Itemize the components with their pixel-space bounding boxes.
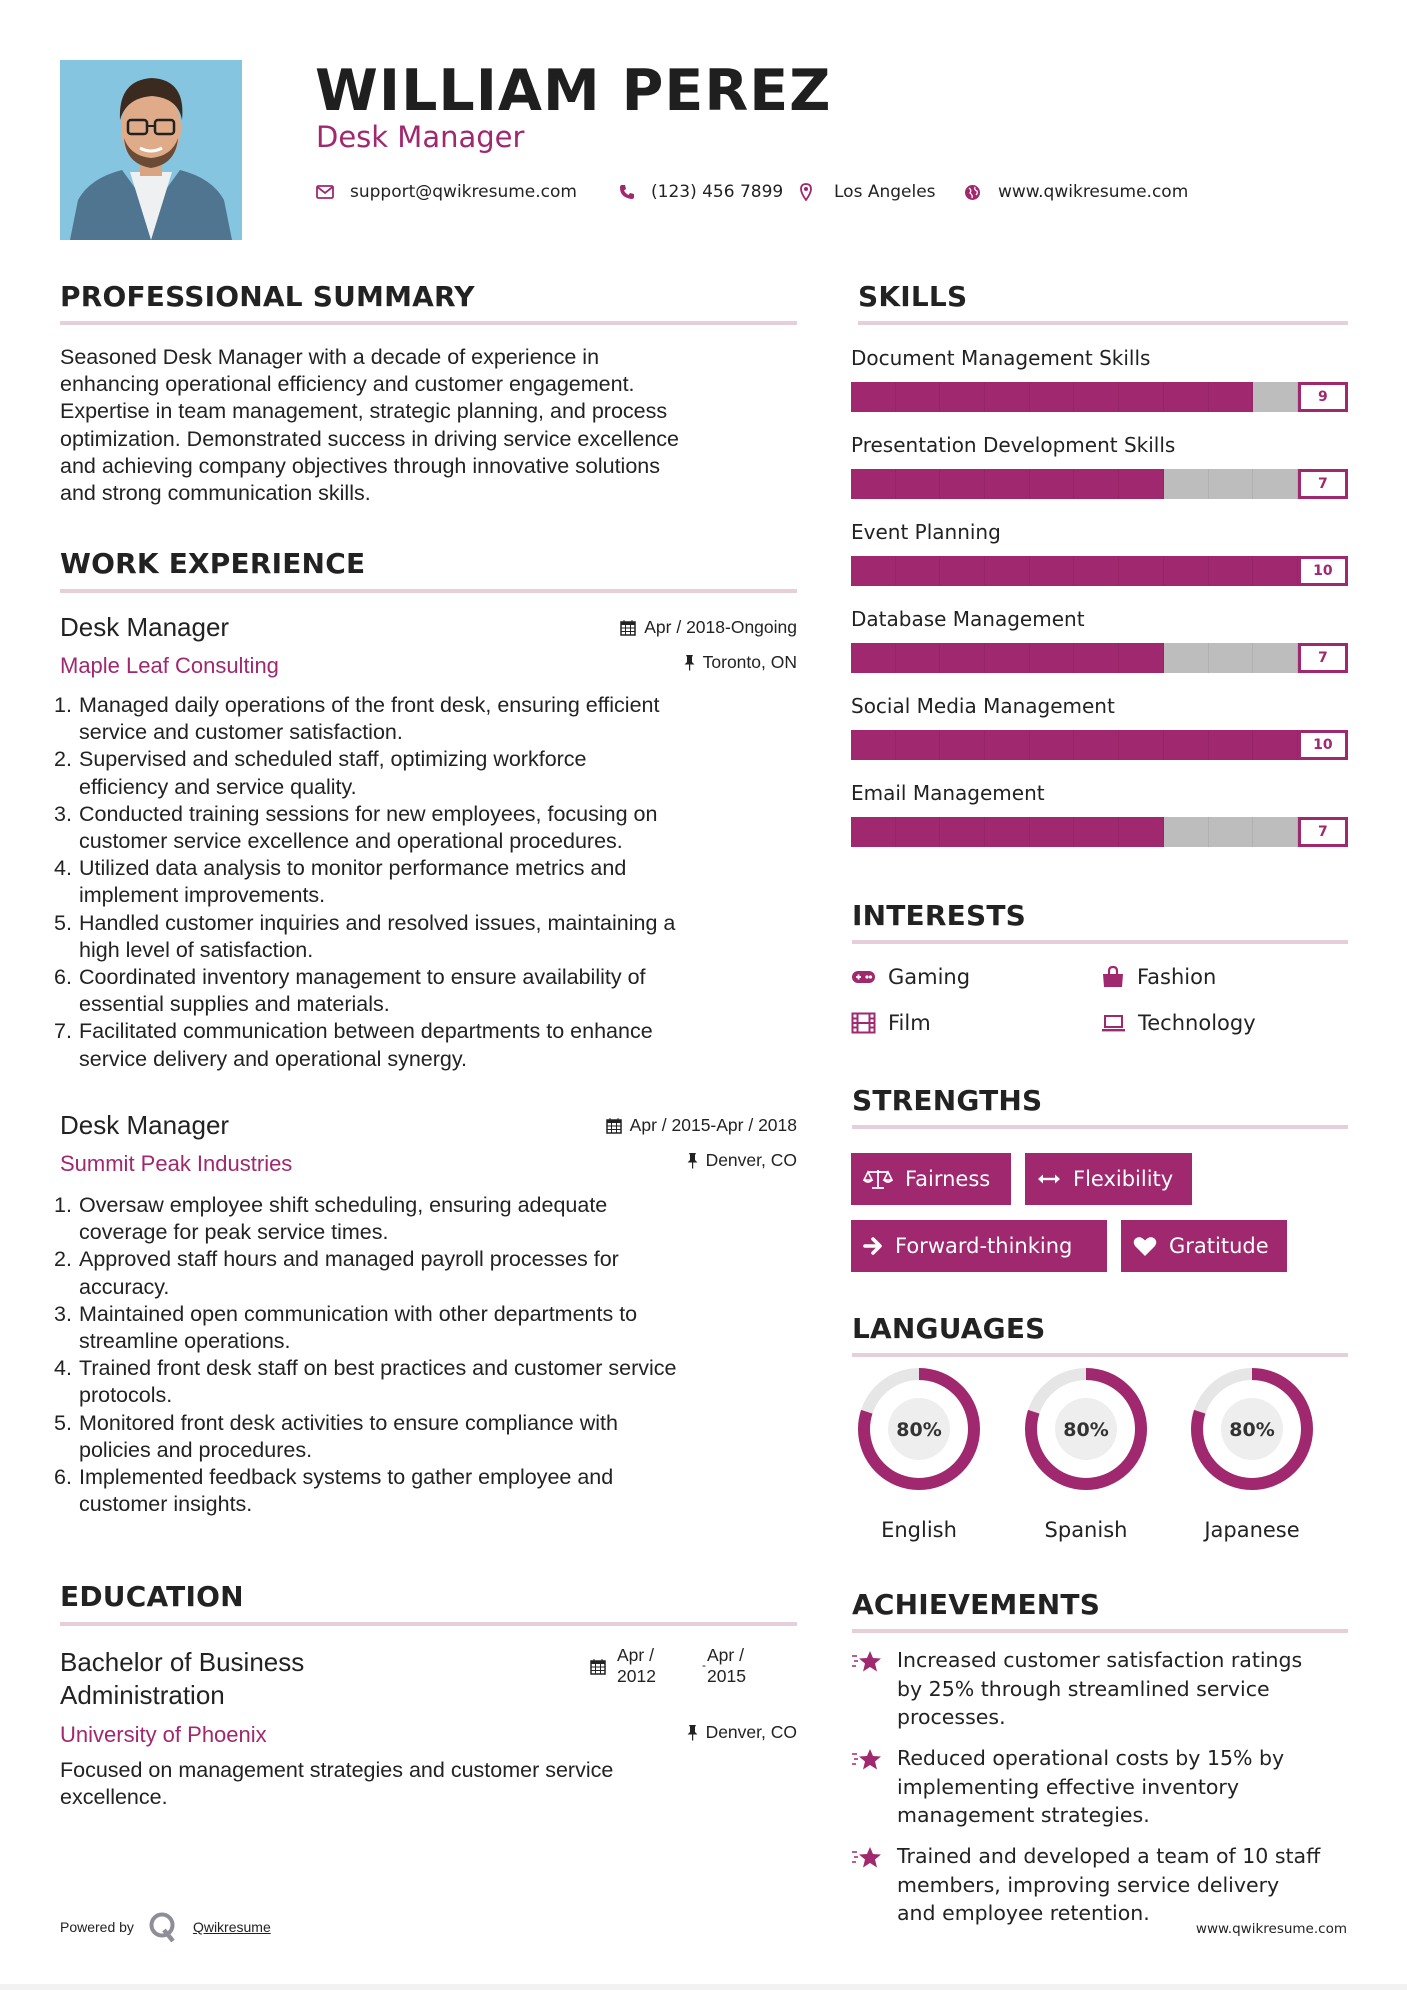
duty-item: 5. Monitored front desk activities to ensure compliance with policies and procedures.	[54, 1410, 618, 1462]
duties-list	[54, 692, 805, 1073]
strength-flexibility	[1025, 1153, 1192, 1205]
description-line: Focused on management strategies and customer service	[60, 1758, 614, 1782]
strengths-divider	[852, 1125, 1348, 1129]
education-heading: EDUCATION	[60, 1580, 244, 1613]
skill-segment	[896, 643, 941, 673]
profile-photo	[60, 60, 242, 240]
skill-segment	[1030, 382, 1075, 412]
strength-label: Forward-thinking	[895, 1234, 1073, 1258]
language-item	[1024, 1367, 1148, 1542]
skill-label: Document Management Skills	[851, 346, 1151, 370]
achievement-text: Reduced operational costs by 15% by implementing effective inventory management strategies.	[897, 1746, 1285, 1827]
end-date: Apr / 2015	[707, 1645, 746, 1686]
map-marker-icon	[800, 183, 812, 201]
skill-segment	[851, 469, 896, 499]
languages-divider	[852, 1353, 1348, 1357]
language-label: Spanish	[1044, 1518, 1128, 1542]
skill-level-badge: 7	[1298, 469, 1348, 499]
page-bottom-edge	[0, 1984, 1407, 1990]
school-name: University of Phoenix	[60, 1722, 267, 1747]
language-item	[1190, 1367, 1314, 1542]
pushpin-icon	[687, 1152, 698, 1169]
skill-segment	[1074, 643, 1119, 673]
skill-label: Presentation Development Skills	[851, 433, 1176, 457]
website-text: www.qwikresume.com	[998, 182, 1189, 202]
phone-text: (123) 456 7899	[651, 182, 784, 202]
skill-segment	[940, 643, 985, 673]
skill-segment	[1253, 730, 1298, 760]
language-percent: 80%	[1229, 1419, 1275, 1441]
degree-line: Bachelor of Business	[60, 1647, 305, 1677]
footer-website[interactable]: www.qwikresume.com	[1195, 1921, 1347, 1937]
achievement-item	[851, 1646, 1351, 1744]
job-dates	[500, 616, 797, 638]
skill-segment	[940, 556, 985, 586]
summary-line: and strong communication skills.	[60, 481, 371, 506]
skill-segment	[896, 817, 941, 847]
skill-segment	[1253, 817, 1298, 847]
skill-segment	[1209, 556, 1254, 586]
skill-label: Event Planning	[851, 520, 1001, 544]
interest-gaming	[851, 962, 970, 992]
duty-item: 4. Utilized data analysis to monitor performance metrics and implement improvements.	[54, 856, 627, 908]
skill-segment	[1119, 817, 1164, 847]
experience-heading: WORK EXPERIENCE	[60, 547, 366, 580]
star-icon	[851, 1846, 883, 1870]
skill-segment	[940, 469, 985, 499]
skill-segment	[1209, 382, 1254, 412]
skill-bar	[851, 382, 1348, 412]
skill-segment	[896, 730, 941, 760]
location-text: Denver, CO	[705, 1722, 797, 1742]
date-dash: -	[702, 1658, 706, 1672]
skill-segment	[851, 817, 896, 847]
skill-segment	[985, 382, 1030, 412]
skill-bar	[851, 817, 1348, 847]
skill-segment	[1030, 730, 1075, 760]
education-divider	[60, 1622, 797, 1626]
skill-segment	[1209, 730, 1254, 760]
achievement-item	[851, 1744, 1351, 1842]
skill-segment	[851, 643, 896, 673]
language-label: English	[881, 1518, 957, 1542]
achievement-text: Trained and developed a team of 10 staff members, improving service delivery and employee retention.	[897, 1844, 1321, 1925]
education-location	[500, 1721, 797, 1743]
skill-segment	[1119, 730, 1164, 760]
language-label: Japanese	[1204, 1518, 1300, 1542]
contact-website[interactable]	[964, 180, 1188, 204]
skill-segment	[1074, 817, 1119, 847]
strength-forward-thinking	[851, 1220, 1107, 1272]
skill-level-badge: 10	[1298, 556, 1348, 586]
strength-label: Flexibility	[1073, 1167, 1174, 1191]
start-date: Apr / 2012	[617, 1645, 656, 1686]
experience-divider	[60, 589, 797, 593]
languages-heading: LANGUAGES	[852, 1312, 1046, 1345]
achievement-text: Increased customer satisfaction ratings by 25% through streamlined service processes.	[897, 1648, 1303, 1729]
skill-segment	[1030, 643, 1075, 673]
skill-segment	[851, 556, 896, 586]
location-text: Los Angeles	[834, 182, 936, 202]
qwikresume-link[interactable]: Qwikresume	[192, 1919, 271, 1935]
email-text: support@qwikresume.com	[350, 182, 577, 202]
duty-item: 2. Supervised and scheduled staff, optimizing workforce efficiency and service quality.	[54, 747, 587, 799]
skill-segment	[896, 469, 941, 499]
skill-segment	[1074, 382, 1119, 412]
skill-segment	[1164, 382, 1209, 412]
skill-bar	[851, 556, 1348, 586]
interest-label: Gaming	[888, 965, 971, 989]
skill-segment	[1119, 469, 1164, 499]
interest-label: Film	[888, 1011, 931, 1035]
duties-list	[54, 1192, 805, 1518]
star-icon	[851, 1748, 883, 1772]
gamepad-icon	[851, 969, 876, 985]
pushpin-icon	[687, 1724, 698, 1741]
skill-segment	[1209, 469, 1254, 499]
skill-level-badge: 9	[1298, 382, 1348, 412]
location-text: Denver, CO	[705, 1150, 797, 1170]
company-name: Summit Peak Industries	[60, 1151, 293, 1176]
interest-technology	[1101, 1008, 1256, 1038]
interests-divider	[852, 940, 1348, 944]
skills-divider	[858, 321, 1348, 325]
interests-heading: INTERESTS	[852, 899, 1026, 932]
languages-list	[850, 1367, 1350, 1547]
calendar-icon	[590, 1658, 606, 1675]
skill-item	[851, 604, 1351, 691]
summary-line: Expertise in team management, strategic planning, and process	[60, 399, 668, 424]
skill-level-badge: 7	[1298, 817, 1348, 847]
achievements-heading: ACHIEVEMENTS	[852, 1588, 1101, 1621]
skill-segment	[1209, 643, 1254, 673]
degree-name	[60, 1646, 304, 1712]
dates-text: Apr / 2018-Ongoing	[644, 617, 797, 637]
skill-segment	[1164, 817, 1209, 847]
duty-item: 7. Facilitated communication between departments to enhance service delivery and operational synergy.	[54, 1019, 653, 1071]
skill-item	[851, 517, 1351, 604]
skills-list	[851, 343, 1351, 865]
skill-segment	[1074, 556, 1119, 586]
skill-segment	[940, 382, 985, 412]
duty-item: 4. Trained front desk staff on best practices and customer service protocols.	[54, 1356, 677, 1408]
job-location	[500, 651, 797, 673]
contact-phone[interactable]	[619, 180, 783, 204]
skill-segment	[985, 643, 1030, 673]
skill-label: Database Management	[851, 607, 1085, 631]
language-item	[857, 1367, 981, 1542]
skill-segment	[896, 382, 941, 412]
heart-icon	[1133, 1236, 1157, 1257]
strength-fairness	[851, 1153, 1011, 1205]
summary-heading: PROFESSIONAL SUMMARY	[60, 280, 475, 313]
interest-fashion	[1101, 962, 1216, 992]
dates-text: Apr / 2015-Apr / 2018	[629, 1115, 797, 1135]
skill-segment	[851, 730, 896, 760]
strengths-heading: STRENGTHS	[852, 1084, 1043, 1117]
summary-line: and achieving company objectives through innovative solutions	[60, 453, 660, 478]
summary-text	[60, 344, 800, 507]
skill-segment	[1119, 556, 1164, 586]
location-text: Toronto, ON	[702, 652, 797, 672]
skill-segment	[896, 556, 941, 586]
candidate-name: WILLIAM PEREZ	[315, 58, 832, 124]
phone-icon	[619, 184, 635, 200]
duty-item: 6. Implemented feedback systems to gather employee and customer insights.	[54, 1465, 614, 1517]
language-progress-ring	[857, 1367, 981, 1491]
education-description	[60, 1757, 800, 1811]
job-dates	[500, 1114, 797, 1136]
skill-segment	[1119, 643, 1164, 673]
skill-item	[851, 343, 1351, 430]
language-percent: 80%	[896, 1419, 942, 1441]
globe-icon	[964, 184, 981, 201]
qwikresume-logo-icon	[149, 1912, 177, 1942]
skill-segment	[1030, 817, 1075, 847]
summary-divider	[60, 321, 797, 325]
skill-bar	[851, 643, 1348, 673]
powered-by	[60, 1912, 271, 1942]
skill-segment	[985, 469, 1030, 499]
interest-label: Fashion	[1137, 965, 1217, 989]
skill-segment	[940, 730, 985, 760]
duty-item: 6. Coordinated inventory management to ensure availability of essential supplies and materials.	[54, 965, 646, 1017]
skill-segment	[1164, 730, 1209, 760]
skill-segment	[985, 556, 1030, 586]
skill-segment	[1253, 469, 1298, 499]
arrow-right-icon	[863, 1237, 883, 1255]
skill-segment	[1030, 469, 1075, 499]
skill-segment	[1253, 556, 1298, 586]
summary-line: optimization. Demonstrated success in driving service excellence	[60, 426, 679, 451]
envelope-icon	[316, 185, 334, 199]
skill-segment	[985, 730, 1030, 760]
skill-segment	[940, 817, 985, 847]
pushpin-icon	[684, 654, 695, 671]
skill-item	[851, 430, 1351, 517]
skill-item	[851, 778, 1351, 865]
summary-line: enhancing operational efficiency and customer engagement.	[60, 372, 635, 397]
calendar-icon	[606, 1117, 622, 1134]
language-progress-ring	[1190, 1367, 1314, 1491]
achievements-list	[851, 1646, 1351, 1940]
skills-heading: SKILLS	[858, 280, 968, 313]
skill-label: Social Media Management	[851, 694, 1115, 718]
job-title: Desk Manager	[60, 612, 230, 642]
skill-segment	[1253, 643, 1298, 673]
education-dates	[590, 1645, 760, 1695]
skill-segment	[985, 817, 1030, 847]
skill-segment	[1119, 382, 1164, 412]
star-icon	[851, 1650, 883, 1674]
skill-segment	[1030, 556, 1075, 586]
duty-item: 5. Handled customer inquiries and resolved issues, maintaining a high level of satisfaction.	[54, 910, 676, 962]
degree-line: Administration	[60, 1680, 225, 1710]
achievements-divider	[852, 1629, 1348, 1633]
language-percent: 80%	[1063, 1419, 1109, 1441]
skill-segment	[1164, 469, 1209, 499]
duty-item: 3. Maintained open communication with other departments to streamline operations.	[54, 1301, 638, 1354]
interest-label: Technology	[1138, 1011, 1256, 1035]
skill-label: Email Management	[851, 781, 1045, 805]
skill-segment	[1164, 643, 1209, 673]
skill-segment	[1253, 382, 1298, 412]
contact-email[interactable]	[316, 180, 577, 204]
candidate-title: Desk Manager	[316, 120, 525, 154]
calendar-icon	[620, 619, 636, 636]
skill-level-badge: 7	[1298, 643, 1348, 673]
skill-level-badge: 10	[1298, 730, 1348, 760]
laptop-icon	[1101, 1014, 1126, 1032]
duty-item: 1. Oversaw employee shift scheduling, ensuring adequate coverage for peak service times.	[54, 1193, 608, 1245]
skill-segment	[851, 382, 896, 412]
skill-segment	[1074, 730, 1119, 760]
balance-scale-icon	[863, 1168, 893, 1190]
contact-location	[800, 180, 936, 204]
duty-item: 1. Managed daily operations of the front desk, ensuring efficient service and customer satisfaction.	[54, 693, 660, 745]
skill-bar	[851, 730, 1348, 760]
strength-label: Fairness	[905, 1167, 991, 1191]
arrows-horizontal-icon	[1037, 1172, 1061, 1186]
language-progress-ring	[1024, 1367, 1148, 1491]
skill-segment	[1164, 556, 1209, 586]
powered-by-label: Powered by	[60, 1919, 134, 1935]
strength-gratitude	[1121, 1220, 1287, 1272]
avatar	[60, 60, 242, 240]
film-icon	[851, 1012, 876, 1034]
company-name: Maple Leaf Consulting	[60, 653, 279, 678]
interest-film	[851, 1008, 931, 1038]
description-line: excellence.	[60, 1785, 168, 1810]
job-title: Desk Manager	[60, 1110, 230, 1140]
strength-label: Gratitude	[1169, 1234, 1269, 1258]
skill-segment	[1209, 817, 1254, 847]
skill-item	[851, 691, 1351, 778]
job-location	[500, 1149, 797, 1171]
shopping-bag-icon	[1101, 966, 1125, 988]
duty-item: 3. Conducted training sessions for new employees, focusing on customer service excellence and operational procedures.	[54, 801, 658, 854]
skill-segment	[1074, 469, 1119, 499]
skill-bar	[851, 469, 1348, 499]
summary-line: Seasoned Desk Manager with a decade of experience in	[60, 345, 600, 369]
duty-item: 2. Approved staff hours and managed payroll processes for accuracy.	[54, 1247, 619, 1299]
